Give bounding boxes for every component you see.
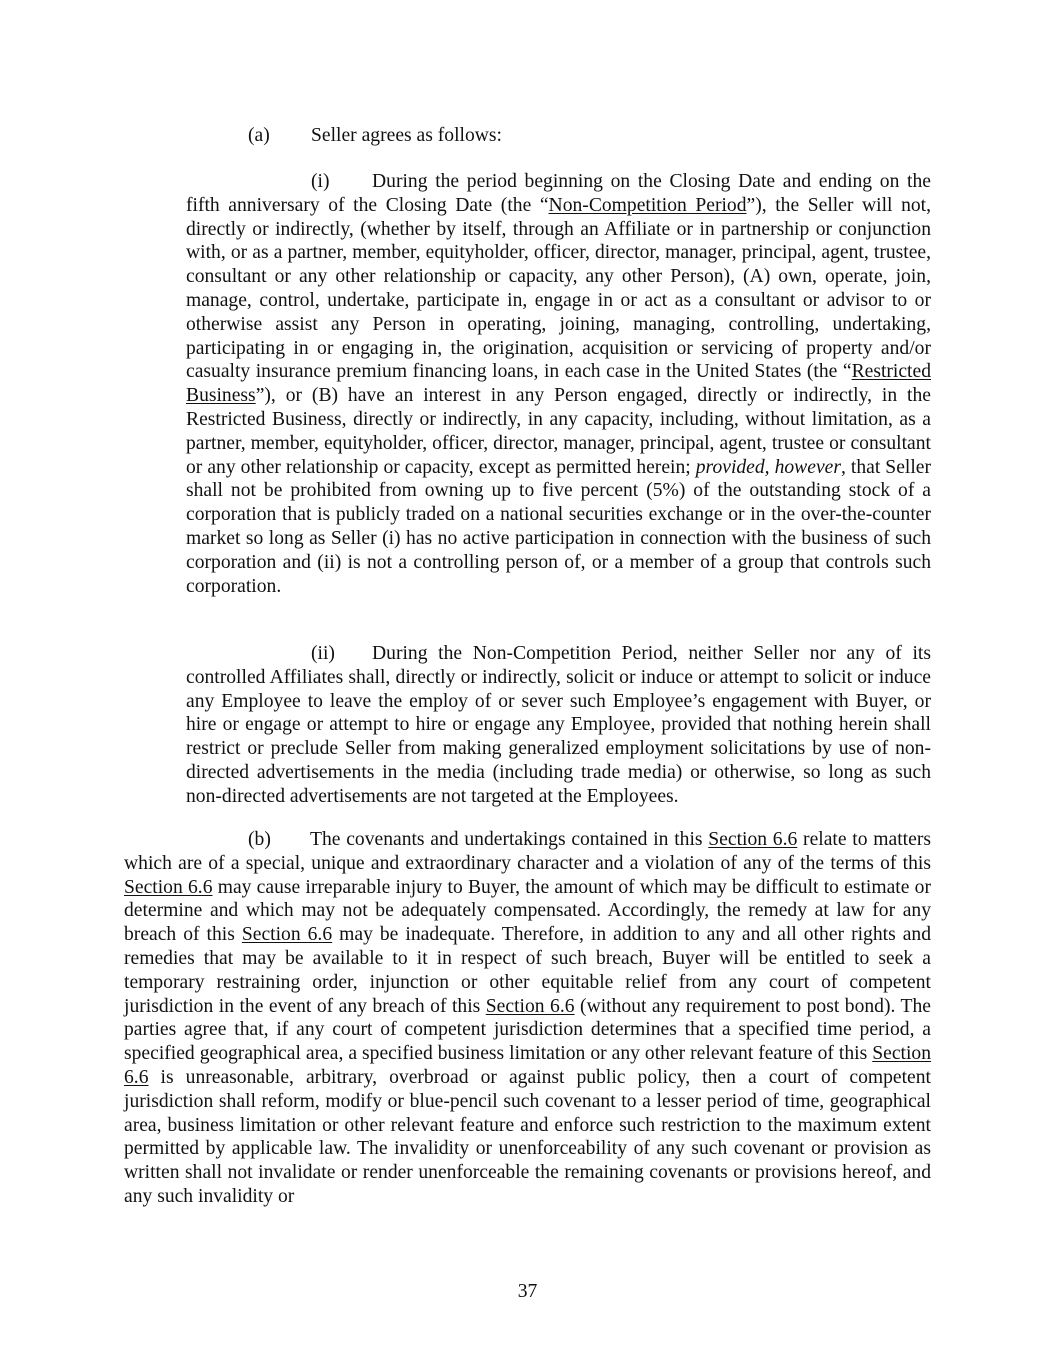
paragraph-b-text-1: The covenants and undertakings contained in this	[310, 829, 709, 850]
paragraph-i	[186, 170, 931, 598]
paragraph-i-text-4: , that Seller shall not be prohibited from owning up to five percent (5%) of the outstanding stock of a corporation that is publicly traded on a national securities exchange or in the over-the-counter market so long as Seller (i) has no active participation in connection with the business of such corporation and (ii) is not a controlling person of, or a member of a group that controls such corporation.	[186, 456, 932, 597]
paragraph-a	[248, 124, 948, 148]
defined-term-restricted-business: Restricted Business	[186, 361, 931, 407]
paragraph-i-text-3: ”), or (B) have an interest in any Person engaged, directly or indirectly, in the Restricted Business, directly or indirectly, in any capacity, including, without limitation, as a partner, member, equityholder, officer, director, manager, principal, agent, trustee or consultant or any other relationship or capacity, except as permitted herein;	[186, 385, 931, 478]
paragraph-b-text-4: may be inadequate. Therefore, in addition to any and all other rights and remedies that may be available to it in respect of such breach, Buyer will be entitled to seek a temporary restraining order, injunction or other equitable relief from any court of competent jurisdiction in the event of any breach of this	[124, 924, 931, 1017]
paragraph-b-text-5: (without any requirement to post bond). The parties agree that, if any court of competent jurisdiction determines that a specified time period, a specified geographical area, a specified business limitation or any other relevant feature of this	[124, 995, 931, 1065]
page-number: 37	[517, 1281, 538, 1302]
paragraph-ii	[186, 642, 931, 809]
section-reference: Section 6.6	[241, 924, 333, 946]
paragraph-ii-text: During the Non-Competition Period, neither Seller nor any of its controlled Affiliates shall, directly or indirectly, solicit or induce or attempt to solicit or induce any Employee to leave the employ of or sever such Employee’s engagement with Buyer, or hire or engage or attempt to hire or engage any Employee, provided that nothing herein shall restrict or preclude Seller from making generalized employment solicitations by use of non-directed advertisements in the media (including trade media) or otherwise, so long as such non-directed advertisements are not targeted at the Employees.	[186, 643, 931, 807]
proviso-italic: provided, however	[695, 456, 841, 478]
paragraph-b-text-2: relate to matters which are of a special, unique and extraordinary character and a violation of any of the terms of this	[124, 829, 931, 874]
paragraph-a-text: Seller agrees as follows:	[311, 125, 502, 146]
paragraph-i-text-1: During the period beginning on the Closing Date and ending on the fifth anniversary of the Closing Date (the “	[186, 171, 931, 216]
paragraph-i-label: (i)	[311, 171, 330, 192]
paragraph-a-label: (a)	[248, 125, 270, 146]
paragraph-b-label: (b)	[248, 829, 271, 850]
paragraph-b-text-6: is unreasonable, arbitrary, overbroad or against public policy, then a court of competent jurisdiction shall reform, modify or blue-pencil such covenant to a lesser period of time, geographical area, business limitation or other relevant feature and enforce such restriction to the maximum extent permitted by applicable law. The invalidity or unenforceability of any such covenant or provision as written shall not invalidate or render unenforceable the remaining covenants or provisions hereof, and any such invalidity or	[124, 1066, 931, 1207]
paragraph-b	[124, 828, 931, 1209]
section-reference: Section 6.6	[124, 876, 213, 898]
section-reference: Section 6.6	[708, 829, 798, 850]
paragraph-ii-label: (ii)	[311, 643, 335, 664]
paragraph-i-text-2: ”), the Seller will not, directly or indirectly, (whether by itself, through an Affiliate or in partnership or conjunction with, or as a partner, member, equityholder, officer, director, manager, principal, agent, trustee, consultant or any other relationship or capacity, any other Person), (A) own, operate, join, manage, control, undertake, participate in, engage in or act as a consultant or advisor to or otherwise assist any Person in operating, joining, managing, controlling, undertaking, participating in or engaging in, the origination, acquisition or servicing of property and/or casualty insurance premium financing loans, in each case in the United States (the “	[186, 194, 932, 383]
section-reference: Section 6.6	[485, 995, 575, 1017]
section-reference: Section 6.6	[124, 1043, 931, 1088]
paragraph-b-text-3: may cause irreparable injury to Buyer, the amount of which may be difficult to estimate or determine and which may not be adequately compensated. Accordingly, the remedy at law for any breach of this	[124, 876, 931, 946]
defined-term-non-competition-period: Non-Competition Period	[548, 194, 747, 216]
